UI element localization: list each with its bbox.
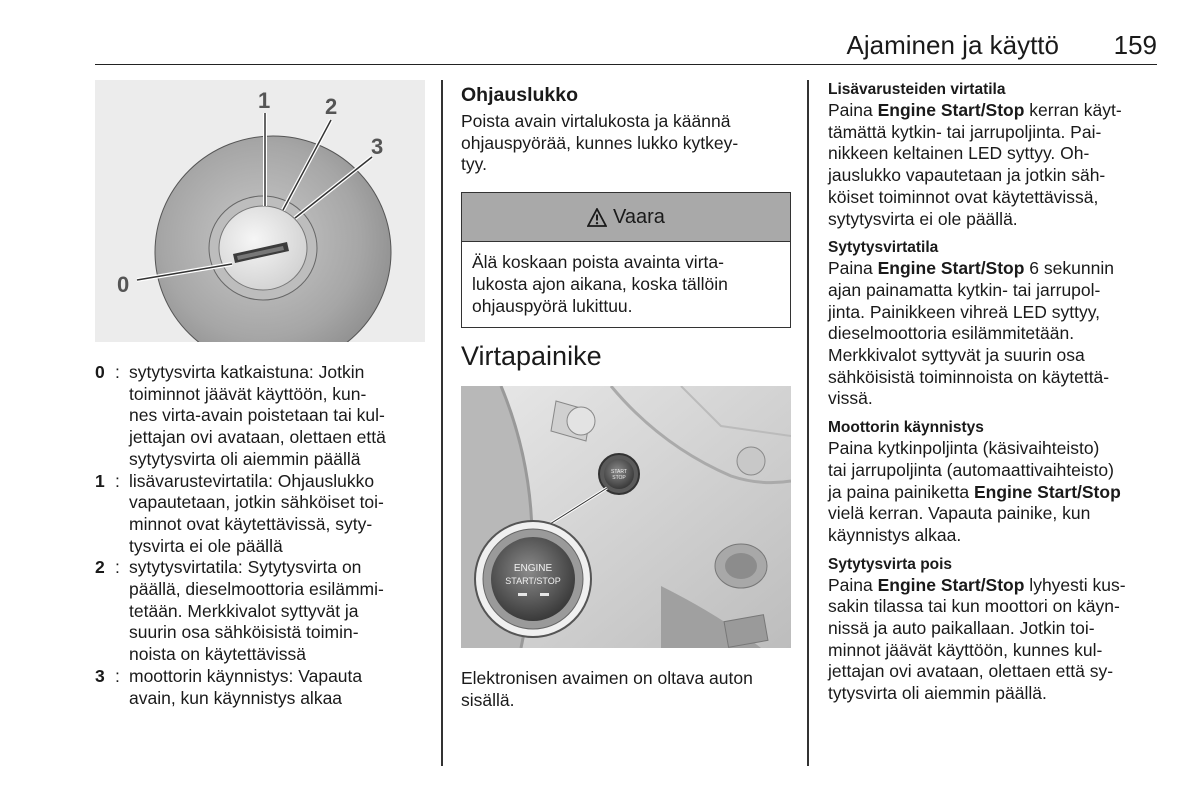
figure-label-0: 0: [117, 272, 130, 297]
text-line: moottorin käynnistys: Vapauta: [129, 665, 363, 686]
text-line: sytytysvirta katkaistuna: Jotkin: [129, 362, 365, 382]
section: [828, 80, 1158, 230]
text-run: käynnistys alkaa.: [828, 524, 962, 545]
text-run: minnot jäävät käyttöön, kunnes kul-: [828, 639, 1103, 660]
text-run: tytysvirta oli aiemmin päällä.: [828, 683, 1047, 704]
figure-label-3: 3: [371, 134, 384, 159]
text-line: [828, 388, 1158, 410]
button-name-text: Engine Start/Stop: [877, 574, 1025, 595]
text-line: lisävarustevirtatila: Ohjauslukko: [129, 470, 375, 491]
power-button-photo: [461, 386, 791, 648]
legend-key: 3: [95, 665, 105, 686]
zoom-button-label-startstop: START/STOP: [505, 576, 561, 587]
legend-key: 2: [95, 557, 105, 578]
text-run: dieselmoottoria esilämmitetään.: [828, 323, 1075, 344]
steering-lock-heading: Ohjauslukko: [461, 84, 579, 106]
text-run: Paina: [828, 574, 878, 595]
text-run: lyhyesti kus-: [1024, 574, 1126, 595]
text-run: tämättä kytkin- tai jarrupoljinta. Pai-: [828, 121, 1102, 142]
figure-label-2: 2: [325, 94, 338, 119]
text-run: ajan painamatta kytkin- tai jarrupol-: [828, 279, 1101, 300]
column-divider: [441, 80, 443, 766]
power-button-caption: [461, 668, 791, 711]
text-line: [828, 596, 1158, 618]
text-line: [828, 482, 1158, 504]
text-line: [828, 525, 1158, 547]
steering-lock-text: [461, 111, 791, 176]
text-line: Älä koskaan poista avainta virta-: [472, 252, 724, 273]
zoom-button-label-engine: ENGINE: [513, 563, 553, 575]
button-name-text: Engine Start/Stop: [877, 100, 1025, 120]
text-run: Paina: [828, 100, 878, 120]
legend-description: [129, 666, 425, 709]
text-run: ja paina painiketta: [828, 481, 974, 502]
warning-text: [462, 242, 790, 327]
section-heading: Moottorin käynnistys: [828, 419, 984, 437]
text-run: Paina kytkinpoljinta (käsivaihteisto): [828, 438, 1100, 459]
text-line: [828, 122, 1158, 144]
text-run: jauslukko vapautetaan ja jotkin säh-: [828, 165, 1106, 186]
text-line: vapautetaan, jotkin sähköiset toi-: [129, 492, 384, 513]
text-line: suurin osa sähköisistä toimin-: [129, 622, 359, 643]
warning-triangle-icon: [587, 208, 607, 227]
text-line: nes virta-avain poistetaan tai kul-: [129, 405, 385, 426]
section-text: [828, 100, 1158, 230]
text-line: toiminnot jäävät käyttöön, kun-: [129, 383, 367, 404]
section-heading: Sytytysvirtatila: [828, 239, 939, 257]
text-line: [828, 503, 1158, 525]
legend-description: [129, 362, 425, 471]
text-line: [828, 143, 1158, 165]
legend-description: [129, 557, 425, 666]
text-line: sisällä.: [461, 689, 515, 710]
section-text: [828, 258, 1158, 410]
text-line: [828, 209, 1158, 231]
text-line: [828, 302, 1158, 324]
text-line: [828, 460, 1158, 482]
text-line: [828, 683, 1158, 705]
legend-colon: :: [115, 557, 120, 578]
text-line: [828, 438, 1158, 460]
text-line: [828, 323, 1158, 345]
text-line: päällä, dieselmoottoria esilämmi-: [129, 579, 384, 600]
text-line: [828, 100, 1158, 122]
section: [828, 418, 1158, 547]
warning-box: [461, 192, 791, 328]
text-line: sytytysvirtatila: Sytytysvirta on: [129, 557, 362, 578]
text-run: nissä ja auto paikallaan. Jotkin toi-: [828, 618, 1095, 639]
section: [828, 555, 1158, 705]
section-text: [828, 438, 1158, 547]
text-line: [828, 345, 1158, 367]
page-number: 159: [1113, 30, 1157, 60]
text-run: 6 sekunnin: [1024, 258, 1114, 279]
text-run: Merkkivalot syttyvät ja suurin osa: [828, 345, 1085, 366]
column-middle: [461, 80, 791, 712]
text-line: [828, 280, 1158, 302]
text-line: lukosta ajon aikana, koska tällöin: [472, 273, 728, 294]
text-line: [828, 661, 1158, 683]
section-text: [828, 575, 1158, 705]
legend-item-1: [95, 471, 425, 558]
section-heading: Lisävarusteiden virtatila: [828, 81, 1006, 98]
text-run: Paina: [828, 258, 878, 279]
text-line: tyy.: [461, 154, 487, 175]
text-run: vielä kerran. Vapauta painike, kun: [828, 503, 1091, 524]
button-name-text: Engine Start/Stop: [877, 258, 1025, 279]
section: [828, 238, 1158, 410]
legend-item-2: [95, 557, 425, 666]
legend-colon: :: [115, 665, 120, 686]
text-run: sakin tilassa tai kun moottori on käyn-: [828, 596, 1120, 617]
text-run: nikkeen keltainen LED syttyy. Oh-: [828, 143, 1090, 164]
text-run: sähköisistä toiminnoista on käytettä-: [828, 366, 1110, 387]
legend-colon: :: [115, 470, 120, 491]
text-line: noista on käytettävissä: [129, 644, 307, 665]
text-run: kerran käyt-: [1024, 100, 1122, 120]
text-line: avain, kun käynnistys alkaa: [129, 687, 343, 708]
text-line: [828, 187, 1158, 209]
text-run: vissä.: [828, 388, 873, 409]
legend-item-3: [95, 666, 425, 709]
legend-description: [129, 471, 425, 558]
warning-header: [462, 193, 790, 242]
ignition-legend: [95, 362, 425, 709]
legend-key: 1: [95, 470, 105, 491]
text-run: jettajan ovi avataan, olettaen että sy-: [828, 661, 1114, 682]
text-line: sytytysvirta oli aiemmin päällä: [129, 448, 361, 469]
text-line: [828, 618, 1158, 640]
text-line: [828, 640, 1158, 662]
legend-item-0: [95, 362, 425, 471]
text-line: Poista avain virtalukosta ja käännä: [461, 111, 731, 131]
column-divider: [807, 80, 809, 766]
figure-label-1: 1: [258, 88, 271, 113]
warning-title: Vaara: [613, 205, 665, 228]
text-run: tai jarrupoljinta (automaattivaihteisto): [828, 459, 1114, 480]
power-button-heading: Virtapainike: [461, 341, 602, 372]
column-right: [828, 80, 1158, 707]
text-run: köiset toiminnot ovat käytettävissä,: [828, 186, 1099, 207]
column-left: [95, 80, 425, 709]
text-line: [828, 165, 1158, 187]
text-line: ohjauspyörä lukittuu.: [472, 295, 633, 316]
dash-button-label-stop: STOP: [612, 475, 626, 482]
text-line: tetään. Merkkivalot syttyvät ja: [129, 600, 359, 621]
section-heading: Sytytysvirta pois: [828, 555, 953, 573]
text-line: tysvirta ei ole päällä: [129, 535, 283, 556]
text-line: minnot ovat käytettävissä, syty-: [129, 513, 373, 534]
text-line: jettajan ovi avataan, olettaen että: [129, 427, 386, 448]
text-line: [828, 575, 1158, 597]
text-run: sytytysvirta ei ole päällä.: [828, 208, 1018, 229]
text-line: Elektronisen avaimen on oltava auton: [461, 668, 753, 689]
legend-colon: :: [115, 362, 120, 382]
text-run: jinta. Painikkeen vihreä LED syttyy,: [828, 301, 1101, 322]
chapter-title: Ajaminen ja käyttö: [846, 30, 1059, 60]
page-header: [95, 28, 1157, 65]
dash-button-label-start: START: [611, 469, 627, 476]
ignition-switch-figure: [95, 80, 425, 342]
text-line: [828, 258, 1158, 280]
text-line: [828, 367, 1158, 389]
button-name-text: Engine Start/Stop: [973, 481, 1121, 502]
text-line: ohjauspyörää, kunnes lukko kytkey-: [461, 132, 739, 153]
legend-key: 0: [95, 362, 105, 382]
